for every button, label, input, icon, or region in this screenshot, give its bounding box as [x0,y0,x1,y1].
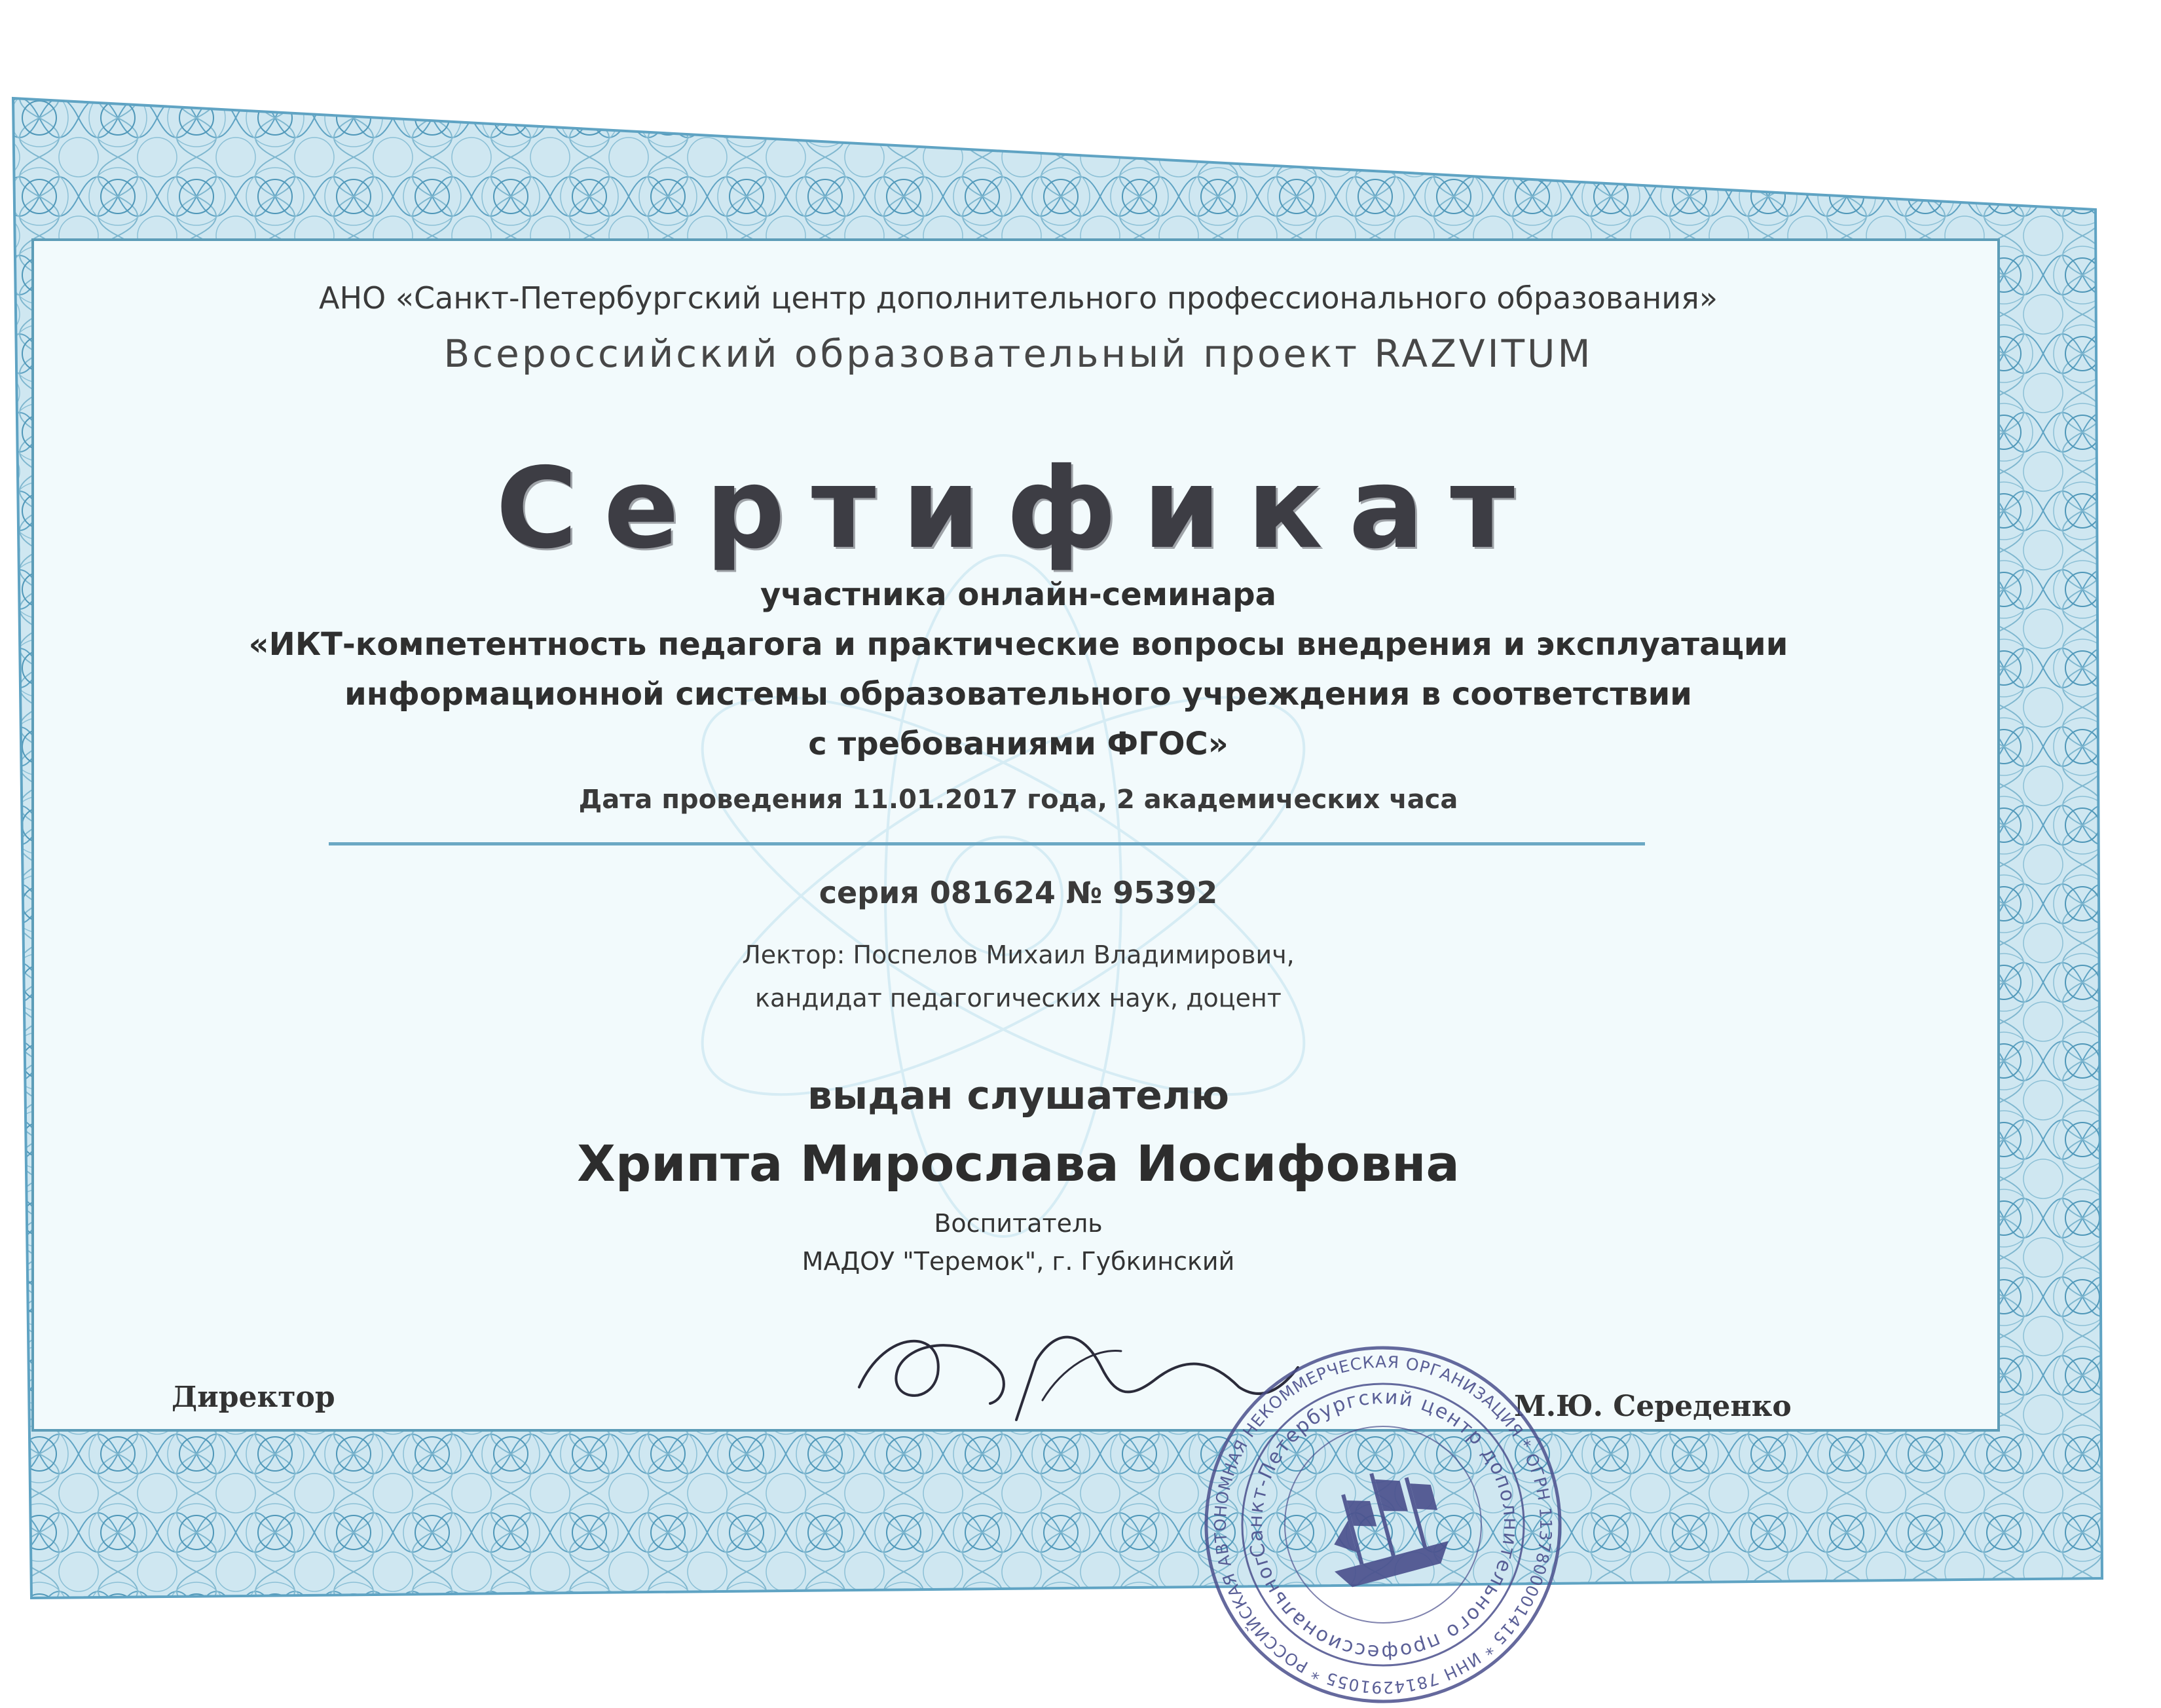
recipient-name: Хрипта Мирослава Иосифовна [577,1134,1460,1193]
divider-line [329,842,1645,845]
certificate-panel [31,238,2000,1698]
issued-label: выдан слушателю [807,1073,1230,1119]
svg-text:АВТОНОМНАЯ НЕКОММЕРЧЕСКАЯ ОРГА: АВТОНОМНАЯ НЕКОММЕРЧЕСКАЯ ОРГАНИЗАЦИЯ * ОГРН 1137800001415 * ИНН 7814291055 * РОССИЙСКАЯ [1210,1352,1556,1698]
director-name: М.Ю. Середенко [1514,1390,1792,1423]
official-stamp [1200,1341,1566,1708]
organization-name: АНО «Санкт-Петербургский центр дополнительного профессионального образования» [318,280,1718,316]
director-label: Директор [172,1381,335,1414]
seminar-name-line: «ИКТ-компетентность педагога и практические вопросы внедрения и эксплуатации [248,626,1788,663]
certificate-series: серия 081624 № 95392 [819,875,1218,910]
seminar-subtitle: участника онлайн-семинара [760,576,1276,613]
seminar-name-line: с требованиями ФГОС» [808,726,1228,762]
recipient-school: МАДОУ "Теремок", г. Губкинский [802,1247,1235,1276]
certificate-title: Сертификат [496,444,1541,574]
seminar-name-line: информационной системы образовательного учреждения в соответствии [344,676,1692,713]
lector-line: Лектор: Поспелов Михаил Владимирович, [742,940,1295,969]
recipient-position: Воспитатель [934,1209,1103,1238]
certificate-text [34,241,2003,1434]
lector-line: кандидат педагогических наук, доцент [755,984,1282,1012]
seminar-date: Дата проведения 11.01.2017 года, 2 академических часа [578,785,1458,815]
project-name: Всероссийский образовательный проект RAZVITUM [443,331,1593,376]
svg-text:Санкт-Петербургский центр допо: Санкт-Петербургский центр дополнительного профессионального [1244,1385,1523,1664]
